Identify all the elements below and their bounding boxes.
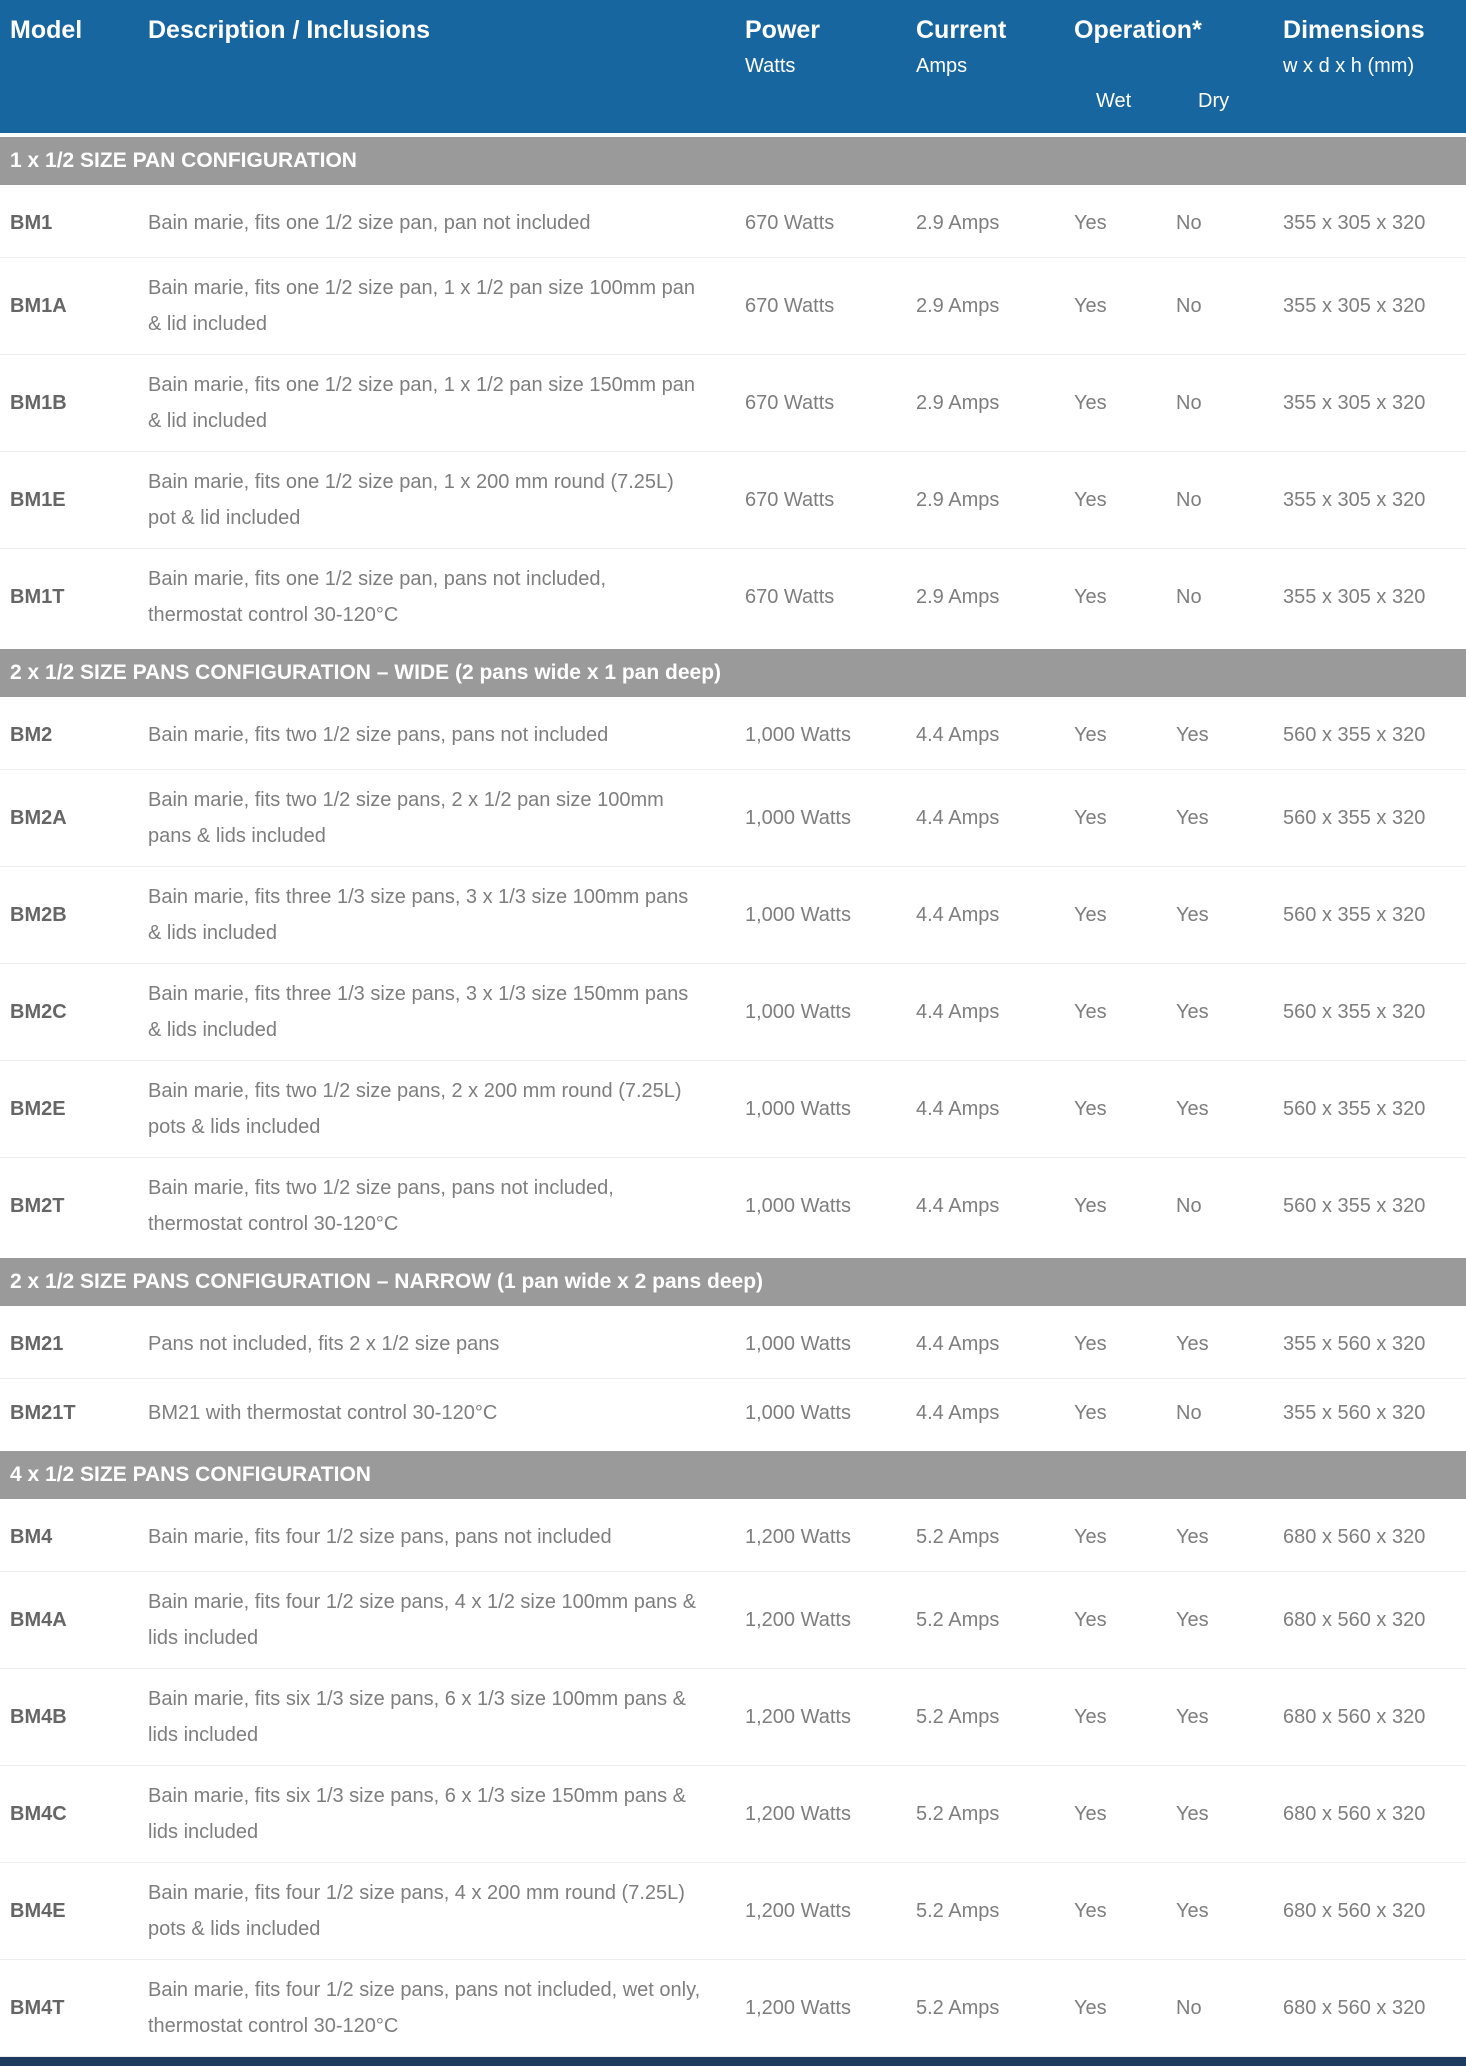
- col-wet: Wet: [1064, 82, 1166, 135]
- cell-wet: Yes: [1064, 770, 1166, 867]
- cell-dry: Yes: [1166, 1501, 1273, 1572]
- cell-dry: No: [1166, 452, 1273, 549]
- cell-model: BM2B: [0, 867, 138, 964]
- table-body: [0, 135, 1466, 2057]
- cell-power: 1,000 Watts: [735, 770, 906, 867]
- cell-description: Bain marie, fits two 1/2 size pans, pans not included: [138, 699, 735, 770]
- cell-dry: No: [1166, 258, 1273, 355]
- cell-dry: No: [1166, 355, 1273, 452]
- cell-description: Bain marie, fits one 1/2 size pan, 1 x 200 mm round (7.25L) pot & lid included: [138, 452, 735, 549]
- header-row-units: [0, 53, 1466, 82]
- cell-current: 4.4 Amps: [906, 964, 1064, 1061]
- table-row: [0, 964, 1466, 1061]
- cell-wet: Yes: [1064, 964, 1166, 1061]
- cell-dry: Yes: [1166, 867, 1273, 964]
- cell-description: Bain marie, fits three 1/3 size pans, 3 x 1/3 size 150mm pans & lids included: [138, 964, 735, 1061]
- table-row: [0, 452, 1466, 549]
- cell-current: 5.2 Amps: [906, 1766, 1064, 1863]
- cell-wet: Yes: [1064, 187, 1166, 258]
- footer-bar: [0, 2057, 1466, 2066]
- cell-dry: Yes: [1166, 964, 1273, 1061]
- table-row: [0, 699, 1466, 770]
- cell-dimensions: 680 x 560 x 320: [1273, 1501, 1466, 1572]
- cell-dimensions: 355 x 305 x 320: [1273, 187, 1466, 258]
- cell-dry: No: [1166, 1158, 1273, 1257]
- cell-dimensions: 680 x 560 x 320: [1273, 1669, 1466, 1766]
- cell-dry: Yes: [1166, 1308, 1273, 1379]
- cell-power: 1,000 Watts: [735, 1308, 906, 1379]
- cell-model: BM4B: [0, 1669, 138, 1766]
- cell-dimensions: 680 x 560 x 320: [1273, 1572, 1466, 1669]
- cell-wet: Yes: [1064, 452, 1166, 549]
- cell-power: 1,200 Watts: [735, 1766, 906, 1863]
- cell-description: Bain marie, fits three 1/3 size pans, 3 x 1/3 size 100mm pans & lids included: [138, 867, 735, 964]
- cell-current: 5.2 Amps: [906, 1572, 1064, 1669]
- cell-wet: Yes: [1064, 1061, 1166, 1158]
- cell-model: BM1T: [0, 549, 138, 648]
- cell-description: BM21 with thermostat control 30-120°C: [138, 1379, 735, 1450]
- cell-wet: Yes: [1064, 355, 1166, 452]
- cell-power: 1,000 Watts: [735, 1379, 906, 1450]
- cell-description: Bain marie, fits four 1/2 size pans, 4 x 200 mm round (7.25L) pots & lids included: [138, 1863, 735, 1960]
- cell-dry: No: [1166, 549, 1273, 648]
- cell-power: 670 Watts: [735, 187, 906, 258]
- cell-wet: Yes: [1064, 1669, 1166, 1766]
- cell-description: Bain marie, fits two 1/2 size pans, 2 x 200 mm round (7.25L) pots & lids included: [138, 1061, 735, 1158]
- cell-description: Bain marie, fits two 1/2 size pans, pans not included, thermostat control 30-120°C: [138, 1158, 735, 1257]
- cell-wet: Yes: [1064, 1863, 1166, 1960]
- cell-wet: Yes: [1064, 258, 1166, 355]
- table-row: [0, 1501, 1466, 1572]
- cell-wet: Yes: [1064, 1379, 1166, 1450]
- cell-description: Bain marie, fits four 1/2 size pans, 4 x 1/2 size 100mm pans & lids included: [138, 1572, 735, 1669]
- cell-dimensions: 355 x 305 x 320: [1273, 355, 1466, 452]
- cell-dimensions: 355 x 560 x 320: [1273, 1308, 1466, 1379]
- cell-model: BM1B: [0, 355, 138, 452]
- table-row: [0, 1669, 1466, 1766]
- cell-model: BM1: [0, 187, 138, 258]
- cell-power: 670 Watts: [735, 549, 906, 648]
- cell-model: BM1A: [0, 258, 138, 355]
- cell-dimensions: 560 x 355 x 320: [1273, 1061, 1466, 1158]
- cell-current: 2.9 Amps: [906, 258, 1064, 355]
- cell-current: 2.9 Amps: [906, 452, 1064, 549]
- cell-model: BM2C: [0, 964, 138, 1061]
- cell-dimensions: 560 x 355 x 320: [1273, 1158, 1466, 1257]
- cell-description: Bain marie, fits one 1/2 size pan, pan not included: [138, 187, 735, 258]
- cell-dimensions: 680 x 560 x 320: [1273, 1863, 1466, 1960]
- cell-current: 4.4 Amps: [906, 1158, 1064, 1257]
- section-title: 2 x 1/2 SIZE PANS CONFIGURATION – NARROW (1 pan wide x 2 pans deep): [0, 1256, 1466, 1308]
- cell-model: BM2: [0, 699, 138, 770]
- cell-dry: Yes: [1166, 1669, 1273, 1766]
- col-operation: Operation*: [1064, 0, 1273, 53]
- col-description: Description / Inclusions: [138, 0, 735, 53]
- cell-power: 1,000 Watts: [735, 1061, 906, 1158]
- cell-wet: Yes: [1064, 1308, 1166, 1379]
- cell-wet: Yes: [1064, 1158, 1166, 1257]
- section-header-row: [0, 1449, 1466, 1501]
- cell-wet: Yes: [1064, 1572, 1166, 1669]
- cell-dimensions: 355 x 560 x 320: [1273, 1379, 1466, 1450]
- cell-power: 1,200 Watts: [735, 1863, 906, 1960]
- cell-power: 1,000 Watts: [735, 699, 906, 770]
- cell-power: 1,200 Watts: [735, 1572, 906, 1669]
- section-title: 1 x 1/2 SIZE PAN CONFIGURATION: [0, 135, 1466, 187]
- col-model: Model: [0, 0, 138, 53]
- cell-dimensions: 560 x 355 x 320: [1273, 699, 1466, 770]
- cell-model: BM21T: [0, 1379, 138, 1450]
- section-header-row: [0, 1256, 1466, 1308]
- cell-model: BM1E: [0, 452, 138, 549]
- cell-current: 4.4 Amps: [906, 699, 1064, 770]
- cell-dry: Yes: [1166, 1766, 1273, 1863]
- cell-description: Bain marie, fits six 1/3 size pans, 6 x 1/3 size 100mm pans & lids included: [138, 1669, 735, 1766]
- col-dimensions-unit: w x d x h (mm): [1273, 53, 1466, 82]
- cell-power: 1,000 Watts: [735, 867, 906, 964]
- cell-description: Bain marie, fits one 1/2 size pan, pans not included, thermostat control 30-120°C: [138, 549, 735, 648]
- cell-dry: No: [1166, 187, 1273, 258]
- cell-current: 4.4 Amps: [906, 1061, 1064, 1158]
- cell-model: BM2A: [0, 770, 138, 867]
- cell-description: Bain marie, fits one 1/2 size pan, 1 x 1/2 pan size 150mm pan & lid included: [138, 355, 735, 452]
- cell-description: Bain marie, fits one 1/2 size pan, 1 x 1/2 pan size 100mm pan & lid included: [138, 258, 735, 355]
- cell-wet: Yes: [1064, 1501, 1166, 1572]
- cell-description: Pans not included, fits 2 x 1/2 size pans: [138, 1308, 735, 1379]
- cell-power: 670 Watts: [735, 258, 906, 355]
- cell-description: Bain marie, fits two 1/2 size pans, 2 x 1/2 pan size 100mm pans & lids included: [138, 770, 735, 867]
- cell-current: 5.2 Amps: [906, 1669, 1064, 1766]
- cell-dry: Yes: [1166, 1863, 1273, 1960]
- cell-description: Bain marie, fits four 1/2 size pans, pans not included, wet only, thermostat control 30-120°C: [138, 1960, 735, 2057]
- cell-description: Bain marie, fits four 1/2 size pans, pans not included: [138, 1501, 735, 1572]
- table-row: [0, 1379, 1466, 1450]
- cell-model: BM4A: [0, 1572, 138, 1669]
- section-title: 4 x 1/2 SIZE PANS CONFIGURATION: [0, 1449, 1466, 1501]
- cell-current: 5.2 Amps: [906, 1960, 1064, 2057]
- table-row: [0, 187, 1466, 258]
- table-row: [0, 770, 1466, 867]
- cell-current: 5.2 Amps: [906, 1863, 1064, 1960]
- cell-wet: Yes: [1064, 1960, 1166, 2057]
- cell-model: BM2E: [0, 1061, 138, 1158]
- cell-dimensions: 355 x 305 x 320: [1273, 258, 1466, 355]
- cell-model: BM4: [0, 1501, 138, 1572]
- cell-power: 1,200 Watts: [735, 1669, 906, 1766]
- cell-description: Bain marie, fits six 1/3 size pans, 6 x 1/3 size 150mm pans & lids included: [138, 1766, 735, 1863]
- cell-current: 2.9 Amps: [906, 549, 1064, 648]
- cell-wet: Yes: [1064, 549, 1166, 648]
- cell-dry: Yes: [1166, 699, 1273, 770]
- header-row-wetdry: [0, 82, 1466, 135]
- table-row: [0, 549, 1466, 648]
- cell-power: 670 Watts: [735, 452, 906, 549]
- col-current: Current: [906, 0, 1064, 53]
- cell-dimensions: 560 x 355 x 320: [1273, 867, 1466, 964]
- cell-wet: Yes: [1064, 1766, 1166, 1863]
- cell-current: 5.2 Amps: [906, 1501, 1064, 1572]
- cell-dimensions: 680 x 560 x 320: [1273, 1960, 1466, 2057]
- table-row: [0, 1863, 1466, 1960]
- col-dimensions: Dimensions: [1273, 0, 1466, 53]
- col-dry: Dry: [1166, 82, 1273, 135]
- table-row: [0, 1960, 1466, 2057]
- header-row-titles: [0, 0, 1466, 53]
- section-title: 2 x 1/2 SIZE PANS CONFIGURATION – WIDE (2 pans wide x 1 pan deep): [0, 647, 1466, 699]
- cell-power: 1,000 Watts: [735, 1158, 906, 1257]
- table-row: [0, 355, 1466, 452]
- table-row: [0, 1766, 1466, 1863]
- cell-power: 1,200 Watts: [735, 1501, 906, 1572]
- cell-dry: No: [1166, 1379, 1273, 1450]
- cell-power: 1,200 Watts: [735, 1960, 906, 2057]
- cell-dry: No: [1166, 1960, 1273, 2057]
- cell-wet: Yes: [1064, 867, 1166, 964]
- col-power-unit: Watts: [735, 53, 906, 82]
- cell-dry: Yes: [1166, 1572, 1273, 1669]
- table-row: [0, 258, 1466, 355]
- cell-current: 4.4 Amps: [906, 1379, 1064, 1450]
- cell-dimensions: 560 x 355 x 320: [1273, 770, 1466, 867]
- table-row: [0, 1572, 1466, 1669]
- cell-model: BM4T: [0, 1960, 138, 2057]
- cell-current: 2.9 Amps: [906, 187, 1064, 258]
- cell-dimensions: 560 x 355 x 320: [1273, 964, 1466, 1061]
- cell-current: 2.9 Amps: [906, 355, 1064, 452]
- col-current-unit: Amps: [906, 53, 1064, 82]
- table-row: [0, 1061, 1466, 1158]
- cell-current: 4.4 Amps: [906, 1308, 1064, 1379]
- cell-power: 1,000 Watts: [735, 964, 906, 1061]
- section-header-row: [0, 135, 1466, 187]
- cell-current: 4.4 Amps: [906, 867, 1064, 964]
- cell-dimensions: 355 x 305 x 320: [1273, 452, 1466, 549]
- table-row: [0, 867, 1466, 964]
- table-row: [0, 1158, 1466, 1257]
- table-head: [0, 0, 1466, 135]
- cell-wet: Yes: [1064, 699, 1166, 770]
- cell-power: 670 Watts: [735, 355, 906, 452]
- cell-dimensions: 680 x 560 x 320: [1273, 1766, 1466, 1863]
- section-header-row: [0, 647, 1466, 699]
- cell-model: BM4E: [0, 1863, 138, 1960]
- cell-model: BM2T: [0, 1158, 138, 1257]
- cell-model: BM4C: [0, 1766, 138, 1863]
- cell-dimensions: 355 x 305 x 320: [1273, 549, 1466, 648]
- cell-current: 4.4 Amps: [906, 770, 1064, 867]
- cell-dry: Yes: [1166, 1061, 1273, 1158]
- cell-dry: Yes: [1166, 770, 1273, 867]
- cell-model: BM21: [0, 1308, 138, 1379]
- col-power: Power: [735, 0, 906, 53]
- table-row: [0, 1308, 1466, 1379]
